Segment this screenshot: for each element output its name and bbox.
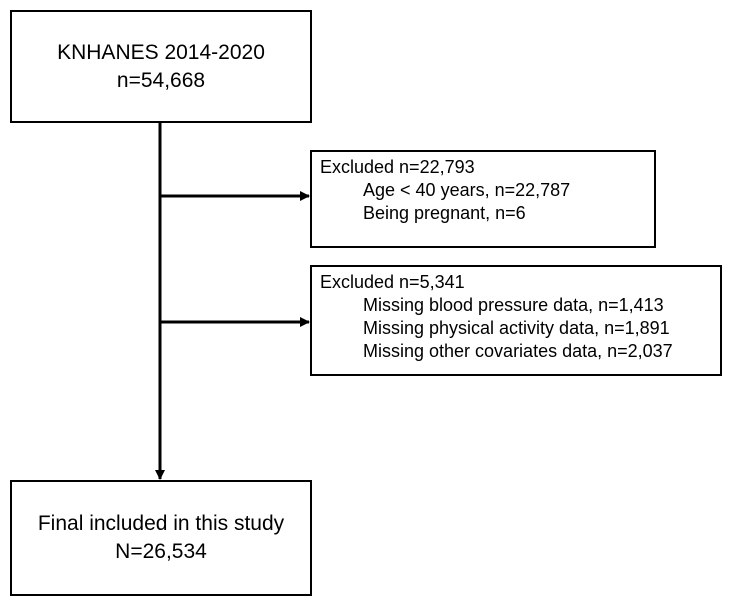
exclusion-2-reason: Missing blood pressure data, n=1,413	[363, 295, 664, 315]
final-box-title: Final included in this study	[37, 512, 285, 535]
exclusion-box-2	[310, 265, 722, 376]
final-box	[10, 480, 312, 596]
exclusion-1-reason: Age < 40 years, n=22,787	[363, 180, 571, 200]
exclusion-1-reason: Being pregnant, n=6	[363, 203, 526, 223]
exclusion-1-heading: Excluded n=22,793	[320, 157, 475, 177]
exclusion-box-1	[310, 150, 656, 248]
exclusion-2-heading: Excluded n=5,341	[320, 272, 465, 292]
exclusion-2-reason: Missing physical activity data, n=1,891	[363, 318, 670, 338]
start-box-title: KNHANES 2014-2020	[57, 40, 265, 64]
start-box	[10, 10, 312, 123]
final-box-count: N=26,534	[115, 540, 207, 563]
start-box-count: n=54,668	[116, 68, 206, 92]
exclusion-2-reason: Missing other covariates data, n=2,037	[363, 341, 673, 361]
